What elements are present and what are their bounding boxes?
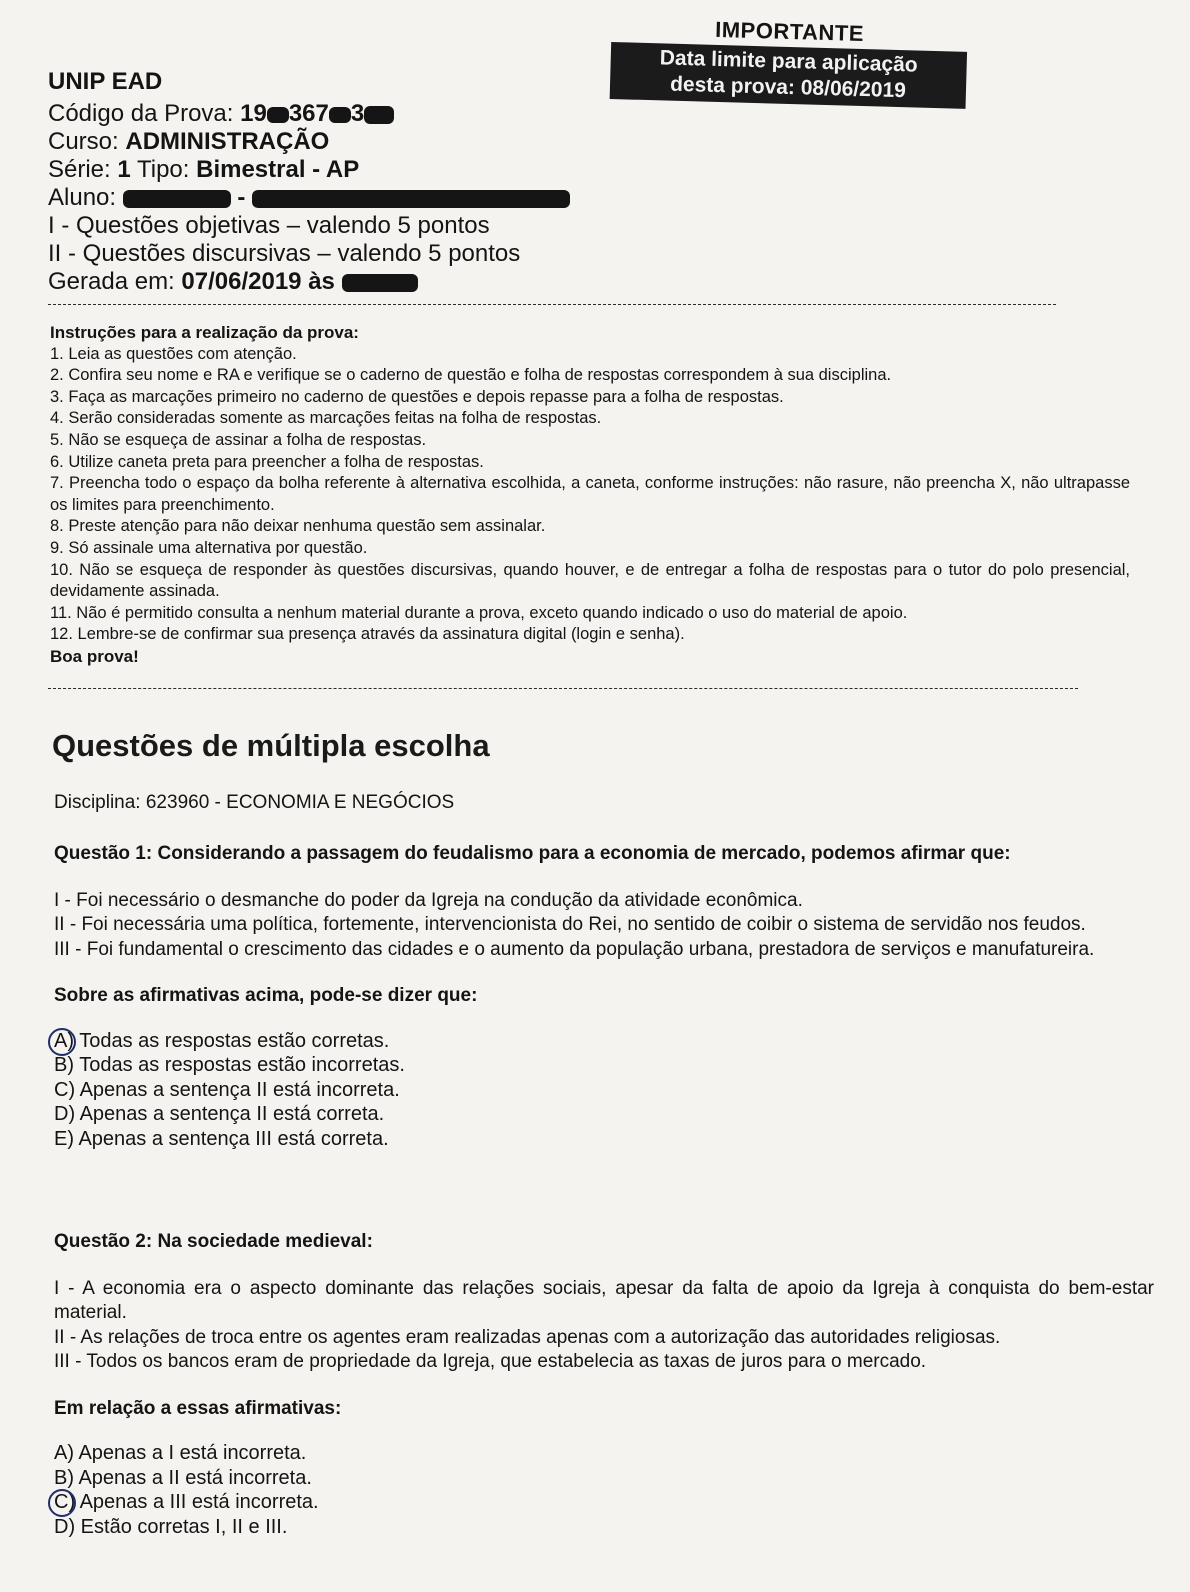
student-separator: - [237, 184, 246, 211]
option-a[interactable] [54, 1029, 1144, 1054]
exam-code-part-a: 19 [240, 100, 267, 127]
instructions-title: Instruções para a realização da prova: [50, 323, 359, 342]
redaction-mark [342, 274, 418, 292]
option-letter: D) [54, 1515, 76, 1538]
option-text: Apenas a III está incorreta. [79, 1491, 319, 1513]
student [48, 184, 648, 212]
discipline: Disciplina: 623960 - ECONOMIA E NEGÓCIOS [54, 792, 455, 813]
statement: II - Foi necessária uma política, fortemente, intervencionista do Rei, no sentido de coibir o sistema de servidão nos feudos. [54, 914, 1086, 935]
course-label: Curso: [48, 128, 119, 155]
option-letter-circled: C) [54, 1491, 76, 1513]
option-letter: E) [54, 1127, 74, 1150]
divider-top [48, 304, 1056, 305]
statement: III - Foi fundamental o crescimento das cidades e o aumento da população urbana, prestadora de serviços e manufatureira. [54, 938, 1095, 960]
option-d[interactable] [54, 1515, 1154, 1540]
closing-message: Boa prova! [50, 646, 139, 666]
discursive-info: II - Questões discursivas – valendo 5 pontos [48, 240, 521, 267]
option-letter: A) [54, 1442, 74, 1464]
instruction-item: 3. Faça as marcações primeiro no caderno de questões e depois repasse para a folha de respostas. [50, 387, 784, 406]
question-title: Questão 1: Considerando a passagem do feudalismo para a economia de mercado, podemos afirmar que: [54, 843, 1011, 864]
instruction-item: 8. Preste atenção para não deixar nenhuma questão sem assinalar. [50, 517, 546, 536]
instruction-item: 1. Leia as questões com atenção. [50, 344, 297, 363]
statement: I - A economia era o aspecto dominante das relações sociais, apesar da falta de apoio da Igreja à conquista do bem-estar material. [54, 1277, 1154, 1323]
redaction-mark [252, 190, 570, 208]
generated-label: Gerada em: [48, 268, 175, 295]
question-prompt: Sobre as afirmativas acima, pode-se dizer que: [54, 985, 478, 1006]
option-text: Apenas a sentença II está incorreta. [79, 1078, 400, 1101]
deadline-box [610, 42, 967, 109]
option-b[interactable] [54, 1466, 1154, 1491]
instructions [50, 322, 1130, 668]
school-name: UNIP EAD [48, 68, 163, 95]
option-text: Apenas a I está incorreta. [78, 1442, 307, 1464]
option-text: Apenas a II está incorreta. [78, 1466, 312, 1489]
objective-info: I - Questões objetivas – valendo 5 pontos [48, 212, 490, 239]
redaction-mark [123, 190, 231, 208]
important-notice [610, 14, 968, 109]
generated-value: 07/06/2019 às [181, 268, 335, 295]
option-e[interactable] [54, 1127, 1144, 1152]
option-d[interactable] [54, 1102, 1144, 1127]
option-letter: B) [54, 1054, 74, 1076]
redaction-mark [364, 106, 394, 124]
student-label: Aluno: [48, 184, 117, 211]
option-text: Apenas a sentença III está correta. [78, 1127, 389, 1150]
series-type [48, 156, 648, 184]
redaction-mark [267, 107, 289, 123]
important-title: IMPORTANTE [714, 16, 865, 47]
instruction-item: 12. Lembre-se de confirmar sua presença através da assinatura digital (login e senha). [50, 625, 685, 644]
option-text: Apenas a sentença II está correta. [79, 1103, 385, 1125]
exam-code [48, 100, 648, 128]
redaction-mark [329, 107, 351, 123]
statement: III - Todos os bancos eram de propriedade da Igreja, que estabelecia as taxas de juros para o mercado. [54, 1351, 927, 1372]
question-title: Questão 2: Na sociedade medieval: [54, 1231, 373, 1252]
course-value: ADMINISTRAÇÃO [125, 128, 330, 155]
question-1 [54, 842, 1144, 1151]
exam-header [48, 68, 648, 296]
deadline-line-1: Data limite para aplicação [659, 46, 918, 77]
question-2 [54, 1230, 1154, 1539]
option-text: Estão corretas I, II e III. [80, 1515, 288, 1538]
statement: I - Foi necessário o desmanche do poder da Igreja na condução da atividade econômica. [54, 889, 803, 911]
instruction-item: 7. Preencha todo o espaço da bolha referente à alternativa escolhida, a caneta, conforme instruções: não rasure, não preencha X, não ultrapasse os limites para preenchimento. [50, 474, 1130, 514]
exam-code-part-b: 367 [288, 100, 329, 127]
section-title: Questões de múltipla escolha [52, 728, 490, 763]
option-c[interactable] [54, 1490, 1154, 1515]
option-letter: D) [54, 1103, 76, 1125]
series-value: 1 [117, 156, 131, 183]
type-label: Tipo: [136, 156, 190, 183]
instruction-item: 10. Não se esqueça de responder às questões discursivas, quando houver, e de entregar a folha de respostas para o tutor do polo presencial, devidamente assinada. [50, 560, 1130, 601]
instruction-item: 2. Confira seu nome e RA e verifique se o caderno de questão e folha de respostas correspondem à sua disciplina. [50, 366, 892, 385]
option-letter: C) [54, 1078, 76, 1101]
option-letter: B) [54, 1466, 74, 1489]
course [48, 128, 648, 156]
divider-bottom [48, 688, 1078, 689]
option-text: Todas as respostas estão incorretas. [79, 1054, 405, 1076]
option-a[interactable] [54, 1441, 1154, 1466]
exam-code-part-c: 3 [350, 100, 365, 127]
option-letter-circled: A) [54, 1029, 74, 1052]
generated-date [48, 268, 648, 296]
instruction-item: 11. Não é permitido consulta a nenhum material durante a prova, exceto quando indicado o uso do material de apoio. [50, 603, 908, 622]
deadline-line-2: desta prova: 08/06/2019 [669, 72, 907, 103]
exam-code-label: Código da Prova: [48, 100, 234, 127]
instruction-item: 5. Não se esqueça de assinar a folha de respostas. [50, 430, 427, 449]
statement: II - As relações de troca entre os agentes eram realizadas apenas com a autorização das autoridades religiosas. [54, 1326, 1001, 1348]
type-value: Bimestral - AP [196, 156, 360, 183]
option-text: Todas as respostas estão corretas. [79, 1029, 390, 1052]
instruction-item: 9. Só assinale uma alternativa por questão. [50, 538, 368, 557]
series-label: Série: [48, 156, 111, 183]
option-b[interactable] [54, 1053, 1144, 1078]
option-c[interactable] [54, 1078, 1144, 1103]
instruction-item: 6. Utilize caneta preta para preencher a folha de respostas. [50, 452, 484, 471]
question-prompt: Em relação a essas afirmativas: [54, 1397, 342, 1419]
instruction-item: 4. Serão consideradas somente as marcações feitas na folha de respostas. [50, 409, 602, 428]
